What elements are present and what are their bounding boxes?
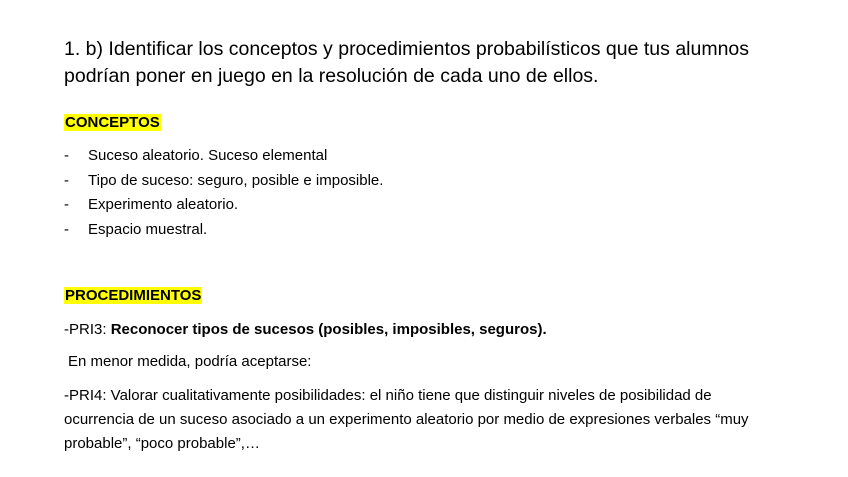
- list-dash: -: [64, 147, 69, 164]
- list-item: [64, 218, 383, 243]
- list-dash: -: [64, 171, 69, 189]
- pri3-bold-text: Reconocer tipos de sucesos (posibles, imposibles, seguros).: [110, 321, 547, 338]
- list-dash: -: [64, 220, 69, 238]
- pri3-paragraph: [64, 318, 547, 342]
- concepts-heading-text: CONCEPTOS: [65, 114, 160, 131]
- menor-medida-text: En menor medida, podría aceptarse:: [68, 353, 312, 370]
- list-dash: -: [64, 196, 69, 213]
- list-item-text: Tipo de suceso: seguro, posible e imposible.: [88, 171, 384, 189]
- list-item-text: Experimento aleatorio.: [88, 196, 239, 213]
- list-item: [64, 144, 383, 169]
- procedures-heading: [64, 287, 202, 305]
- pri3-prefix: -PRI3:: [64, 321, 111, 338]
- list-item-text: Suceso aleatorio. Suceso elemental: [88, 147, 328, 164]
- list-item-text: Espacio muestral.: [88, 220, 208, 238]
- concepts-list: [64, 144, 383, 242]
- concepts-heading: [64, 114, 161, 132]
- pri4-paragraph: -PRI4: Valorar cualitativamente posibilidades: el niño tiene que distinguir niveles de posibilidad de ocurrencia de un suceso asociado a un experimento aleatorio por medio de expresiones verbales “muy probable”, “poco probable”,…: [64, 387, 749, 452]
- procedures-heading-text: PROCEDIMIENTOS: [65, 287, 202, 304]
- slide-title: 1. b) Identificar los conceptos y procedimientos probabilísticos que tus alumnos podrían poner en juego en la resolución de cada uno de ellos.: [64, 38, 750, 87]
- list-item: [64, 169, 383, 194]
- list-item: [64, 193, 383, 218]
